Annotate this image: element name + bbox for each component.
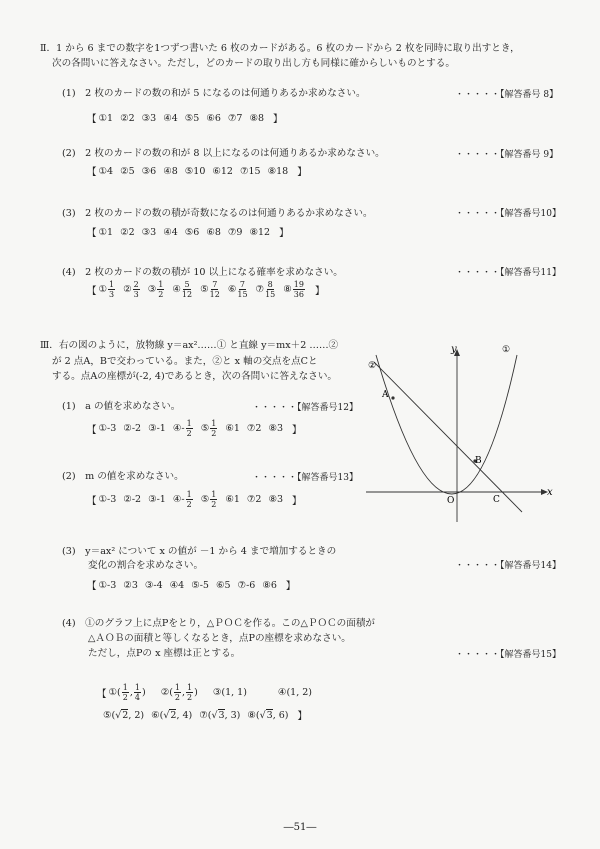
page-number: ―51― <box>283 822 317 833</box>
answer-option: ⑤ $\frac{1}{2}$ <box>200 490 217 509</box>
q2-3-options <box>85 225 291 239</box>
answer-option: ⑦-6 <box>237 579 256 591</box>
q2-1-text: (1) 2 枚のカードの数の和が 5 になるのは何通りあるか求めなさい。 <box>62 88 366 99</box>
bracket: 【 <box>87 167 97 178</box>
label-b: B <box>475 456 482 466</box>
parabola-line-figure <box>362 340 562 525</box>
answer-option: ③-1 <box>148 423 166 434</box>
q3-2-text: (2) m の値を求めなさい。 <box>62 471 184 482</box>
answer-option: ⑤-5 <box>191 579 209 591</box>
q2-1-answer-code: ・・・・・【解答番号 8】 <box>455 90 559 100</box>
q3-4-text-line3: ただし，点Pの x 座標は正とする。 <box>88 648 241 659</box>
section3-intro-line1: Ⅲ．右の図のように，放物線 y＝ax²……① と直線 y＝mx＋2 ……② <box>40 340 339 351</box>
line-2 <box>374 362 522 512</box>
answer-option: ②-2 <box>123 423 142 434</box>
answer-option: ⑧12 <box>249 226 271 238</box>
bracket: 】 <box>314 285 325 297</box>
answer-option: ④- $\frac{1}{2}$ <box>172 419 192 438</box>
answer-option: ⑤6 <box>184 226 200 238</box>
bracket: 【 <box>87 424 97 436</box>
answer-option: ③6 <box>141 165 157 177</box>
label-x: x <box>547 487 553 498</box>
answer-option: ⑦15 <box>239 165 261 177</box>
answer-option: ⑧6 <box>262 579 277 591</box>
answer-option: ① $\frac{1}{3}$ <box>98 280 115 299</box>
answer-option: ①-3 <box>98 579 117 591</box>
answer-option: ⑦7 <box>227 112 243 124</box>
q3-4-answer-code: ・・・・・【解答番号15】 <box>455 650 561 660</box>
q3-3-text-line1: (3) y＝ax² について x の値が －1 から 4 まで増加するときの <box>62 546 337 557</box>
answer-option: ⑧ $\frac{19}{36}$ <box>283 280 304 299</box>
answer-option: ④ $\frac{5}{12}$ <box>172 280 193 299</box>
q2-2-text: (2) 2 枚のカードの数の和が 8 以上になるのは何通りあるか求めなさい。 <box>62 148 385 159</box>
section2-intro-line1: Ⅱ．1 から 6 までの数字を1つずつ書いた 6 枚のカードがある。6 枚のカードから 2 枚を同時に取り出すとき， <box>40 43 520 54</box>
answer-option: ③3 <box>141 112 157 124</box>
bracket: 【 <box>87 114 97 125</box>
answer-option: ⑤ $\frac{7}{12}$ <box>200 280 220 299</box>
section2-intro-line2: 次の各問いに答えなさい。ただし，どのカードの取り出し方も同様に確からしいものとする。 <box>52 58 455 69</box>
answer-option: ②3 <box>123 579 138 591</box>
answer-option: ⑧3 <box>268 423 283 434</box>
answer-option: ⑦9 <box>227 226 243 238</box>
answer-option: ⑥6 <box>206 112 221 124</box>
answer-option: ⑥8 <box>206 226 221 238</box>
q2-3-answer-code: ・・・・・【解答番号10】 <box>455 209 561 219</box>
answer-option: ⑦2 <box>246 423 262 434</box>
q3-2-answer-code: ・・・・・【解答番号13】 <box>252 473 358 483</box>
bracket: 【 <box>87 495 97 507</box>
bracket: 【 <box>87 581 97 592</box>
answer-option: ③-1 <box>148 494 166 505</box>
bracket: 【 <box>87 228 97 239</box>
answer-option: ⑧8 <box>249 112 265 124</box>
answer-option: ⑤5 <box>184 112 200 124</box>
answer-option: ④4 <box>163 112 178 124</box>
answer-option: ①1 <box>98 112 114 124</box>
answer-option: ①-3 <box>98 494 117 505</box>
q2-2-answer-code: ・・・・・【解答番号 9】 <box>455 150 559 160</box>
answer-option: ③ $\frac{1}{2}$ <box>147 280 164 299</box>
q3-1-text: (1) a の値を求めなさい。 <box>62 401 181 412</box>
q2-4-options <box>85 280 327 299</box>
label-c: C <box>493 495 500 505</box>
y-axis <box>454 349 460 522</box>
answer-option: ⑥1 <box>225 494 240 505</box>
answer-option: ⑥5 <box>215 579 231 591</box>
answer-option: ⑥12 <box>212 165 233 177</box>
bracket: 】 <box>292 424 302 436</box>
answer-option: ①4 <box>98 165 114 177</box>
q3-1-answer-code: ・・・・・【解答番号12】 <box>252 403 358 413</box>
answer-option: ②2 <box>120 112 135 124</box>
label-a: A <box>382 390 389 400</box>
q3-3-options <box>85 578 297 592</box>
q2-1-options <box>85 111 285 125</box>
bracket: 】 <box>297 167 307 178</box>
q3-4-options-row1: 【 ①( $\frac{1}{2}$ , $\frac{1}{4}$ ) ②( $\frac{1}{2}$ , $\frac{1}{2}$ ) ③(1, 1) ④(1, 2) <box>97 683 312 702</box>
q3-4-text-line2: △ＡＯＢの面積と等しくなるとき，点Pの座標を求めなさい。 <box>88 633 351 644</box>
answer-option: ④4 <box>163 226 178 238</box>
answer-option: ②-2 <box>123 494 142 505</box>
point-a <box>391 396 394 399</box>
q3-4-options-row2: ⑤(√ 2 , 2) ⑥(√ 2 , 4) ⑦(√ 3 , 3) ⑧(√ 3 , 6) 】 <box>103 709 308 722</box>
answer-option: ①1 <box>98 226 114 238</box>
section3-intro-line2: が 2 点A，Bで交わっている。また，②と x 軸の交点を点Cと <box>52 356 318 367</box>
answer-option: ⑥1 <box>225 423 240 434</box>
answer-option: ④4 <box>169 579 185 591</box>
answer-option: ⑤10 <box>184 165 206 177</box>
answer-option: ⑤ $\frac{1}{2}$ <box>200 419 217 438</box>
q3-3-text-line2: 変化の割合を求めなさい。 <box>88 560 204 571</box>
label-o: O <box>447 496 455 506</box>
answer-option: ②5 <box>120 165 135 177</box>
label-curve-1: ① <box>502 345 511 355</box>
q2-2-options <box>85 164 309 178</box>
parabola-curve <box>376 355 517 494</box>
answer-option: ①-3 <box>98 423 117 434</box>
q2-4-answer-code: ・・・・・【解答番号11】 <box>455 268 561 278</box>
label-y: y <box>451 344 457 355</box>
answer-option: ⑧18 <box>267 165 289 177</box>
answer-option: ②2 <box>120 226 135 238</box>
q2-4-text: (4) 2 枚のカードの数の積が 10 以上になる確率を求めなさい。 <box>62 267 343 278</box>
answer-option: ② $\frac{2}{3}$ <box>123 280 139 299</box>
answer-option: ③3 <box>141 226 157 238</box>
answer-option: ⑦ $\frac{8}{15}$ <box>255 280 276 299</box>
q3-1-options <box>85 419 304 438</box>
bracket: 】 <box>273 114 283 125</box>
q2-3-text: (3) 2 枚のカードの数の積が奇数になるのは何通りあるか求めなさい。 <box>62 208 373 219</box>
section3-intro-line3: する。点Aの座標が(-2, 4)であるとき，次の各問いに答えなさい。 <box>52 371 338 382</box>
answer-option: ⑦2 <box>246 494 262 505</box>
answer-option: ④8 <box>163 165 178 177</box>
answer-option: ⑥ $\frac{7}{15}$ <box>227 280 248 299</box>
q3-4-text-line1: (4) ①のグラフ上に点Pをとり，△ＰＯＣを作る。この△ＰＯＣの面積が <box>62 618 376 629</box>
bracket: 】 <box>285 581 296 592</box>
answer-option: ④- $\frac{1}{2}$ <box>172 490 192 509</box>
answer-option: ③-4 <box>144 579 163 591</box>
bracket: 】 <box>292 495 302 507</box>
bracket: 】 <box>279 228 289 239</box>
q3-2-options <box>85 490 304 509</box>
answer-option: ⑧3 <box>268 494 283 505</box>
bracket: 【 <box>87 285 97 297</box>
q3-3-answer-code: ・・・・・【解答番号14】 <box>455 561 561 571</box>
label-line-2: ② <box>368 361 377 371</box>
